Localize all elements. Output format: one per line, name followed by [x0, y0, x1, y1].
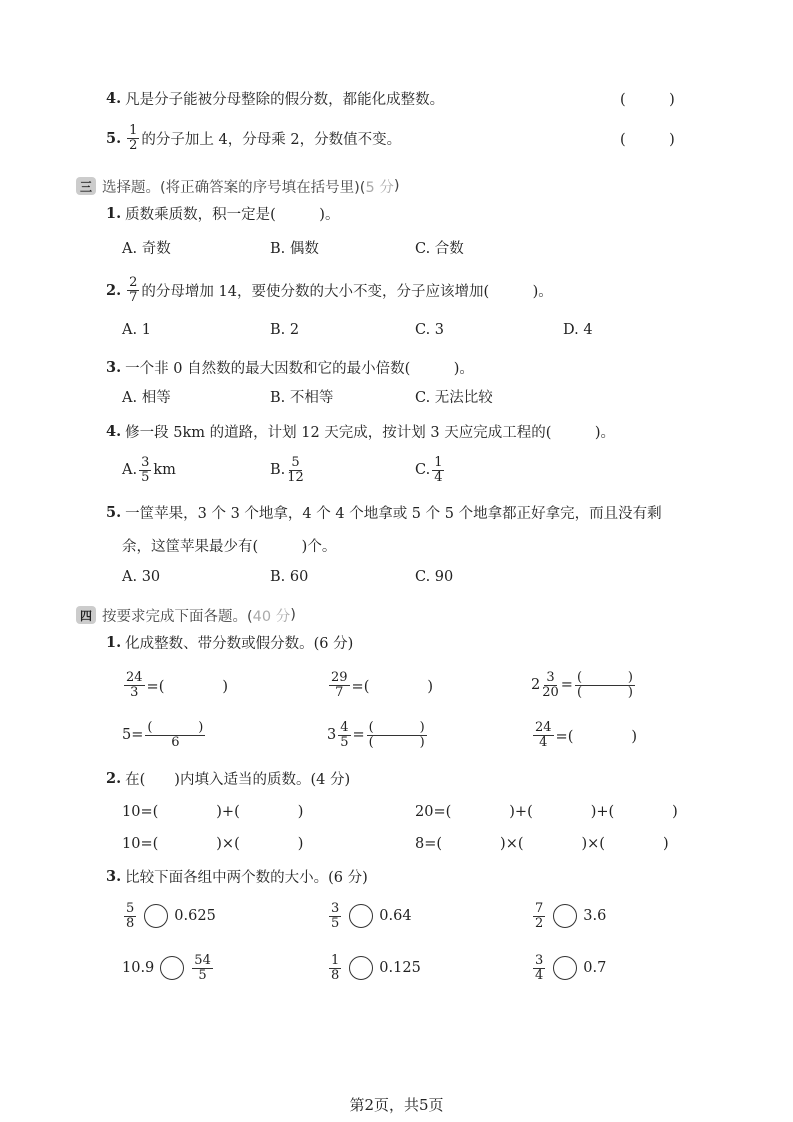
paren-close: )	[393, 178, 400, 194]
conversion-item[interactable]	[531, 670, 637, 700]
numerator: 5	[126, 900, 135, 916]
paren: (	[576, 684, 583, 700]
task-q1	[106, 627, 353, 657]
page-footer: 第2页，共5页	[349, 1096, 444, 1114]
q-text: 质数乘质数，积一定是( )。	[125, 206, 340, 223]
section-score: 5 分	[365, 179, 394, 196]
q-num: 5.	[106, 503, 122, 521]
denominator: 3	[130, 684, 139, 700]
section-score: 40 分	[252, 608, 291, 625]
option-b[interactable]	[270, 455, 306, 485]
numerator: 24	[535, 719, 552, 735]
value: 0.125	[379, 960, 421, 976]
task-q2	[106, 763, 350, 793]
q-text: 化成整数、带分数或假分数。(6 分)	[125, 635, 354, 652]
denominator: 7	[129, 289, 138, 305]
option-c[interactable]: C. 90	[415, 569, 454, 585]
option-letter: A.	[122, 462, 138, 478]
option-a[interactable]: A. 30	[122, 569, 161, 585]
option-b[interactable]: B. 偶数	[270, 240, 319, 257]
numerator: 24	[126, 669, 143, 685]
compare-circle[interactable]	[349, 904, 373, 928]
denominator: 5	[340, 734, 349, 750]
fraction	[329, 954, 341, 983]
equals: =	[352, 727, 365, 743]
answer-fraction	[367, 721, 427, 750]
denominator: 2	[535, 915, 544, 931]
numerator: 3	[141, 454, 150, 470]
q-num: 5.	[106, 129, 122, 147]
fraction	[124, 902, 136, 931]
value: 3.6	[583, 908, 607, 924]
q-text: 一个非 0 自然数的最大因数和它的最小倍数( )。	[125, 360, 474, 377]
numerator: 54	[194, 952, 211, 968]
paren-close: )	[290, 607, 296, 623]
q-num: 2.	[106, 281, 122, 299]
option-a[interactable]	[122, 455, 176, 485]
conversion-item[interactable]	[122, 670, 228, 700]
fraction	[533, 721, 554, 750]
paren: )	[627, 669, 633, 685]
q-text-cont: 余，这筐苹果最少有( )个。	[122, 538, 337, 555]
fraction	[542, 671, 559, 700]
task-q3	[106, 861, 368, 891]
conversion-item[interactable]	[531, 720, 637, 750]
value: 0.625	[174, 908, 216, 924]
option-b[interactable]: B. 不相等	[270, 389, 334, 406]
judge-q5	[106, 123, 401, 153]
fraction	[338, 721, 350, 750]
q-num: 4.	[106, 422, 122, 440]
section-badge: 四	[76, 606, 96, 624]
compare-item	[122, 953, 215, 983]
numerator: 29	[331, 669, 348, 685]
numerator: 3	[331, 900, 340, 916]
value: 10.9	[122, 960, 155, 976]
compare-item	[327, 953, 421, 983]
choice-q4	[106, 416, 615, 446]
equals: =	[560, 677, 573, 693]
compare-item	[531, 901, 606, 931]
denominator: 4	[434, 469, 443, 485]
denominator: 5	[331, 915, 340, 931]
q-num: 2.	[106, 769, 122, 787]
numerator: 3	[546, 669, 555, 685]
paren: )	[198, 719, 204, 735]
section-3-heading	[76, 174, 400, 198]
choice-q3	[106, 352, 474, 382]
numerator: 5	[291, 454, 300, 470]
q-num: 4.	[106, 89, 122, 107]
judge-q4	[106, 83, 444, 113]
q-num: 1.	[106, 633, 122, 651]
choice-q1	[106, 198, 339, 228]
denominator: 6	[171, 734, 180, 750]
whole-number: 5=	[122, 727, 144, 743]
q-num: 3.	[106, 358, 122, 376]
compare-item	[531, 953, 606, 983]
q-text: 的分母增加 14，要使分数的大小不变，分子应该增加( )。	[141, 283, 553, 300]
denominator: 7	[335, 684, 344, 700]
fraction	[329, 902, 341, 931]
fraction	[127, 124, 139, 153]
section-title: 选择题。(将正确答案的序号填在括号里)(	[102, 179, 366, 196]
option-c[interactable]: C. 3	[415, 322, 445, 338]
fraction	[139, 456, 151, 485]
denominator: 8	[331, 967, 340, 983]
option-b[interactable]: B. 60	[270, 569, 309, 585]
numerator: 4	[340, 719, 349, 735]
denominator: 4	[539, 734, 548, 750]
option-c[interactable]	[415, 455, 446, 485]
prime-item[interactable]: 8=( )×( )×( )	[415, 835, 669, 852]
compare-circle[interactable]	[553, 904, 577, 928]
numerator: 3	[535, 952, 544, 968]
answer-blank: =( )	[146, 678, 229, 695]
answer-paren[interactable]: ( )	[620, 131, 675, 148]
whole-part: 3	[327, 727, 337, 743]
q-num: 3.	[106, 867, 122, 885]
paren: (	[576, 669, 583, 685]
option-c[interactable]: C. 合数	[415, 240, 464, 257]
denominator: 12	[287, 469, 304, 485]
answer-fraction	[145, 721, 205, 750]
q-text: 比较下面各组中两个数的大小。(6 分)	[125, 869, 368, 886]
q-text: 凡是分子能被分母整除的假分数，都能化成整数。	[125, 91, 445, 108]
denominator: 2	[129, 137, 138, 153]
unit: km	[153, 462, 176, 478]
prime-item[interactable]: 20=( )+( )+( )	[415, 803, 678, 820]
fraction	[287, 456, 304, 485]
q-text: 修一段 5km 的道路，计划 12 天完成，按计划 3 天应完成工程的( )。	[125, 424, 616, 441]
option-d[interactable]: D. 4	[563, 322, 593, 338]
fraction	[432, 456, 444, 485]
numerator: 1	[129, 122, 138, 138]
denominator: 4	[535, 967, 544, 983]
denominator: 5	[198, 967, 207, 983]
compare-circle[interactable]	[553, 956, 577, 980]
q-num: 1.	[106, 204, 122, 222]
option-letter: C.	[415, 462, 431, 478]
q-text: 的分子加上 4，分母乘 2，分数值不变。	[141, 131, 402, 148]
answer-blank: =( )	[555, 728, 638, 745]
compare-circle[interactable]	[160, 956, 184, 980]
denominator: 5	[141, 469, 150, 485]
q-text: 一筐苹果，3 个 3 个地拿，4 个 4 个地拿或 5 个 5 个地拿都正好拿完，而且没有剩	[125, 505, 662, 522]
section-badge: 三	[76, 177, 96, 195]
fraction	[127, 276, 139, 305]
whole-part: 2	[531, 677, 541, 693]
paren: (	[368, 719, 374, 735]
fraction	[533, 902, 545, 931]
prime-item[interactable]: 10=( )+( )	[122, 803, 304, 820]
option-c[interactable]: C. 无法比较	[415, 389, 493, 406]
q-text: 在( )内填入适当的质数。(4 分)	[125, 771, 351, 788]
answer-paren[interactable]: ( )	[620, 91, 675, 108]
paren: (	[147, 719, 153, 735]
section-4-heading	[76, 603, 296, 627]
fraction	[192, 954, 213, 983]
choice-q2	[106, 275, 553, 305]
option-a[interactable]: A. 奇数	[122, 240, 171, 257]
compare-item	[122, 901, 216, 931]
option-b[interactable]: B. 2	[270, 322, 300, 338]
value: 0.64	[379, 908, 412, 924]
value: 0.7	[583, 960, 607, 976]
compare-item	[327, 901, 412, 931]
answer-blank: =( )	[351, 678, 434, 695]
option-letter: B.	[270, 462, 286, 478]
choice-q5	[106, 497, 662, 527]
fraction	[329, 671, 350, 700]
answer-fraction	[575, 671, 635, 700]
conversion-item[interactable]	[327, 720, 429, 750]
compare-circle[interactable]	[144, 904, 168, 928]
option-a[interactable]: A. 相等	[122, 389, 171, 406]
compare-circle[interactable]	[349, 956, 373, 980]
paren: (	[368, 734, 374, 750]
paren: )	[419, 734, 425, 750]
numerator: 1	[331, 952, 340, 968]
numerator: 2	[129, 274, 138, 290]
denominator: 8	[126, 915, 135, 931]
option-a[interactable]: A. 1	[122, 322, 151, 338]
conversion-item[interactable]	[327, 670, 433, 700]
fraction	[533, 954, 545, 983]
fraction	[124, 671, 145, 700]
denominator: 20	[542, 684, 559, 700]
section-title: 按要求完成下面各题。(	[102, 608, 253, 625]
numerator: 1	[434, 454, 443, 470]
paren: )	[627, 684, 633, 700]
prime-item[interactable]: 10=( )×( )	[122, 835, 304, 852]
paren: )	[419, 719, 425, 735]
numerator: 7	[535, 900, 544, 916]
conversion-item[interactable]	[122, 720, 207, 750]
